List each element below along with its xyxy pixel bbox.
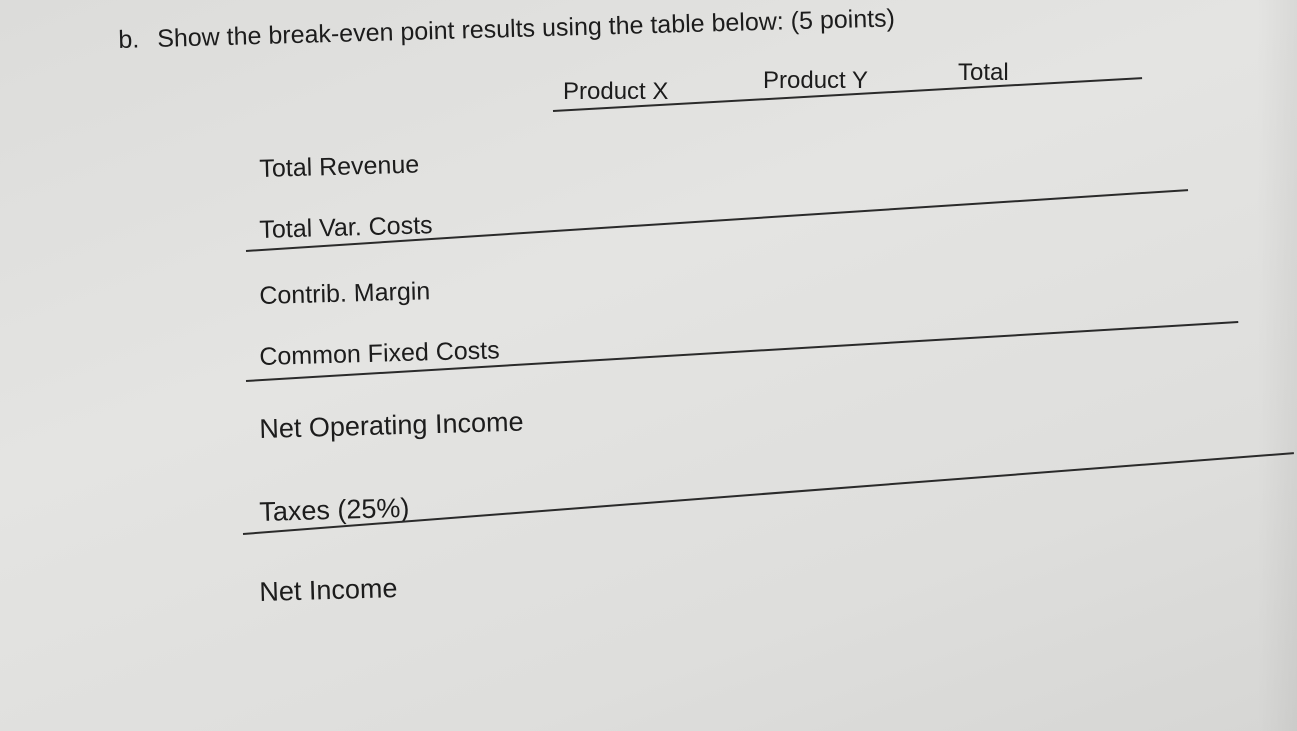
row-label-common-fixed-costs: Common Fixed Costs xyxy=(259,336,501,371)
column-header-product-y: Product Y xyxy=(763,67,868,94)
row-label-total-revenue: Total Revenue xyxy=(259,150,420,183)
question-line xyxy=(118,4,895,55)
row-label-net-income: Net Income xyxy=(259,573,398,607)
column-header-product-x: Product X xyxy=(563,78,669,105)
row-label-contrib-margin: Contrib. Margin xyxy=(259,277,431,310)
question-number: b. xyxy=(118,25,140,54)
page-shadow xyxy=(1257,0,1297,731)
row-label-net-operating-income: Net Operating Income xyxy=(259,406,524,444)
row-label-taxes: Taxes (25%) xyxy=(259,492,410,527)
row-label-total-var-costs: Total Var. Costs xyxy=(259,211,433,244)
column-header-total: Total xyxy=(958,59,1009,86)
question-text: Show the break-even point results using the table below: (5 points) xyxy=(156,4,896,53)
